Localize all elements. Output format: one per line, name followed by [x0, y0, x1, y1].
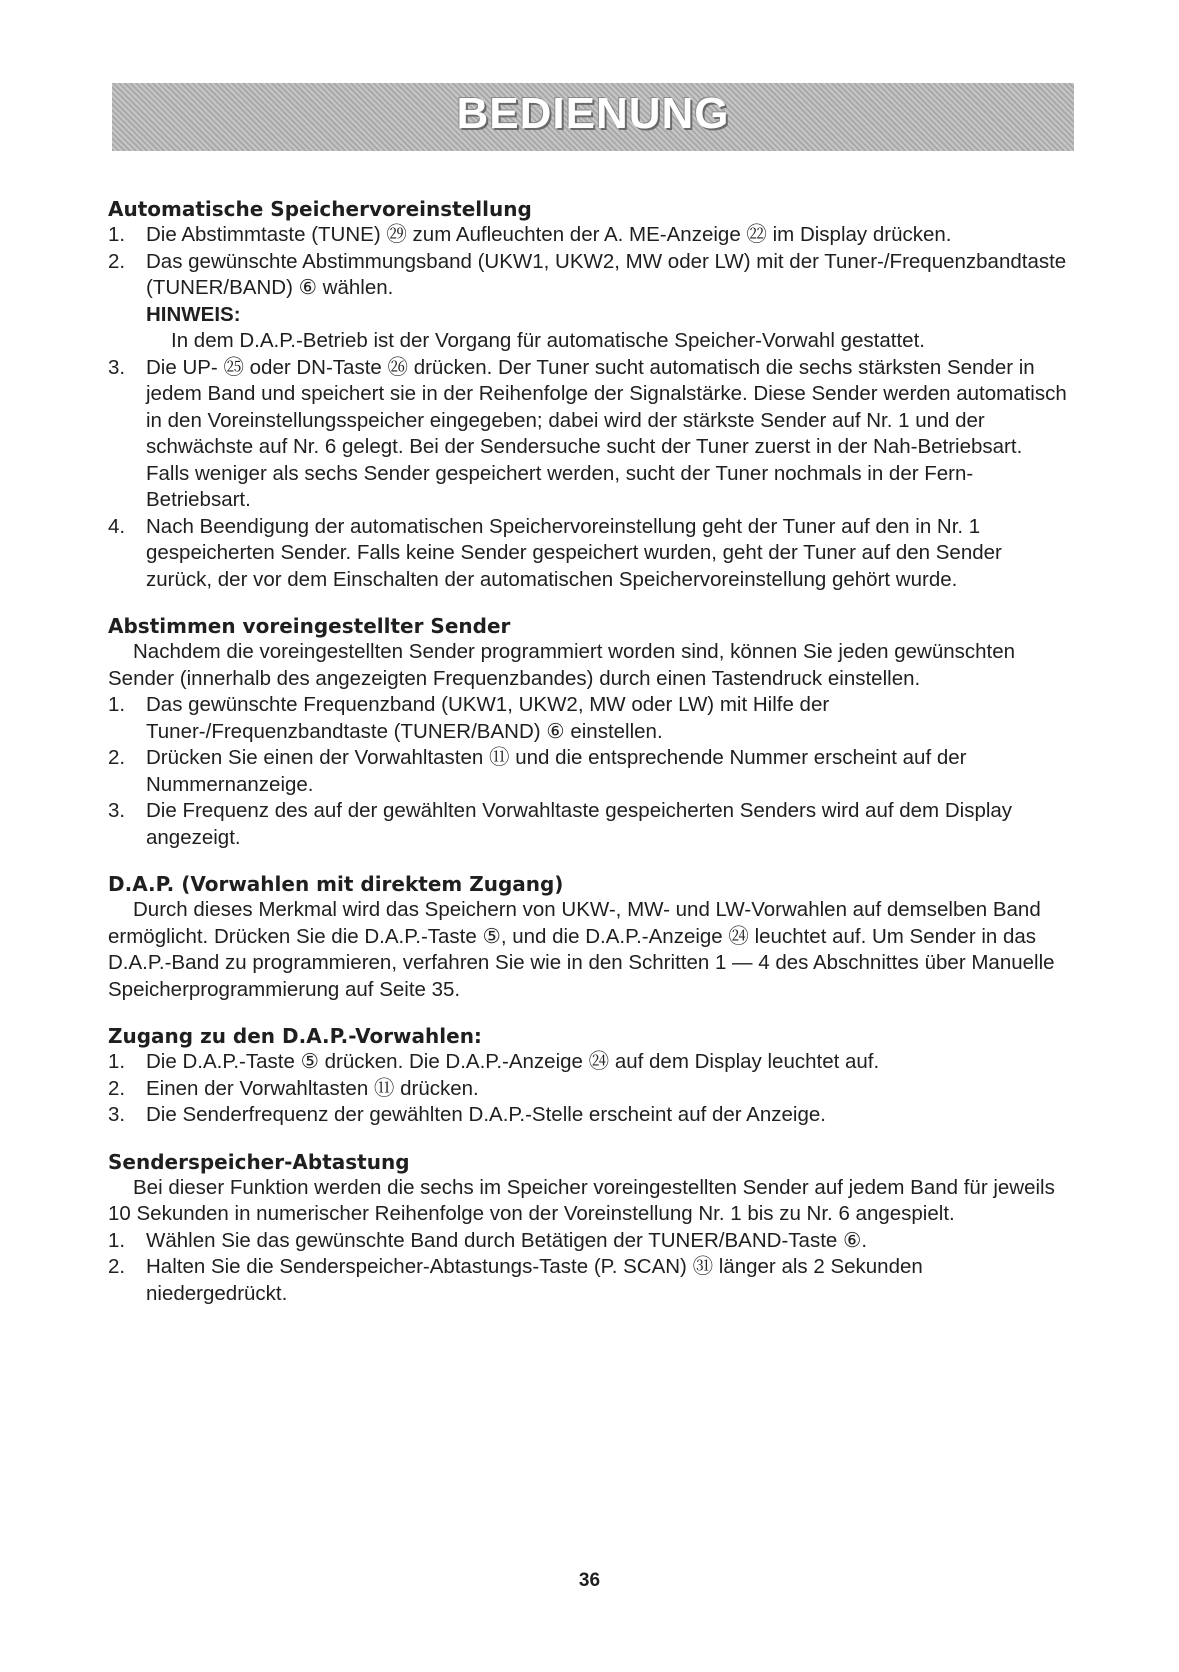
list-item — [108, 1076, 1068, 1103]
section-heading: Automatische Speichervoreinstellung — [108, 197, 532, 221]
section-dap — [108, 871, 1068, 1003]
list-item — [108, 798, 1068, 851]
item-text: Die Senderfrequenz der gewählten D.A.P.-Stelle erscheint auf der Anzeige. — [146, 1103, 826, 1126]
item-body — [146, 249, 1068, 355]
item-text: Das gewünschte Abstimmungsband (UKW1, UKW2, MW oder LW) mit der Tuner-/Frequenzbandtaste (TUNER/BAND) ⑥ wählen. — [146, 249, 1067, 299]
list-item — [108, 1049, 1068, 1076]
list-item — [108, 514, 1068, 594]
list-item — [108, 249, 1068, 355]
page-number: 36 — [578, 1570, 601, 1591]
section-heading: Zugang zu den D.A.P.-Vorwahlen: — [108, 1024, 482, 1048]
item-text: Einen der Vorwahltasten ⑪ drücken. — [146, 1076, 479, 1100]
list-item — [108, 745, 1068, 798]
item-text: Die UP- ㉕ oder DN-Taste ㉖ drücken. Der Tuner sucht automatisch die sechs stärksten Sender in jedem Band und speichert sie in der Reihenfolge der Signalstärke. Diese Sender werden automatisch in den Voreinstellungsspeicher eingegeben; dabei wird der stärkste Sender auf Nr. 1 und der schwächste auf Nr. 6 gelegt. Bei der Sendersuche sucht der Tuner zuerst in der Nah-Betriebsart. Falls weniger als sechs Sender gespeichert werden, sucht der Tuner nochmals in der Fern-Betriebsart. — [146, 355, 1067, 511]
item-number: 3. — [108, 1103, 126, 1126]
list-item — [108, 355, 1068, 514]
section-intro: Bei dieser Funktion werden die sechs im Speicher voreingestellten Sender auf jedem Band für jeweils 10 Sekunden in numerischer Reihenfolge von der Voreinstellung Nr. 1 bis zu Nr. 6 angespielt. — [108, 1175, 1055, 1225]
list-item — [108, 1254, 1068, 1307]
list-item — [108, 1102, 1068, 1129]
item-number: 4. — [108, 514, 126, 538]
list-item — [108, 1228, 1068, 1255]
item-text: Nach Beendigung der automatischen Speichervoreinstellung geht der Tuner auf den in Nr. 1 gespeicherten Sender. Falls keine Sender gespeichert wurden, geht der Tuner auf den Sender zurück, der vor dem Einschalten der automatischen Speichervoreinstellung gehört wurde. — [146, 514, 1002, 591]
section-automatic-preset — [108, 196, 1068, 593]
item-text: Das gewünschte Frequenzband (UKW1, UKW2, MW oder LW) mit Hilfe der Tuner-/Frequenzbandtaste (TUNER/BAND) ⑥ einstellen. — [146, 693, 830, 743]
section-intro: Nachdem die voreingestellten Sender programmiert worden sind, können Sie jeden gewünschten Sender (innerhalb des angezeigten Frequenzbandes) durch einen Tastendruck einstellen. — [108, 640, 1016, 690]
section-heading: Abstimmen voreingestellter Sender — [108, 614, 511, 638]
page-title: BEDIENUNG — [456, 89, 730, 138]
item-number: 3. — [108, 799, 126, 822]
list-item — [108, 222, 1068, 249]
title-banner — [112, 83, 1074, 151]
item-number: 1. — [108, 1050, 126, 1073]
item-text: Drücken Sie einen der Vorwahltasten ⑪ und die entsprechende Nummer erscheint auf der Nummernanzeige. — [146, 746, 967, 796]
item-number: 1. — [108, 1228, 126, 1252]
section-preset-scan — [108, 1149, 1068, 1308]
item-text: Halten Sie die Senderspeicher-Abtastungs-Taste (P. SCAN) ㉛ länger als 2 Sekunden niedergedrückt. — [146, 1255, 923, 1305]
section-dap-access — [108, 1023, 1068, 1129]
section-heading: D.A.P. (Vorwahlen mit direktem Zugang) — [108, 872, 564, 896]
item-number: 1. — [108, 693, 126, 716]
item-number: 1. — [108, 223, 126, 246]
section-preset-tuning — [108, 613, 1068, 851]
item-text: Die D.A.P.-Taste ⑤ drücken. Die D.A.P.-Anzeige ㉔ auf dem Display leuchtet auf. — [146, 1050, 880, 1073]
item-number: 2. — [108, 249, 126, 273]
item-number: 2. — [108, 1076, 126, 1100]
item-number: 2. — [108, 746, 126, 769]
page-content — [108, 196, 1068, 1327]
item-text: Die Abstimmtaste (TUNE) ㉙ zum Aufleuchten der A. ME-Anzeige ㉒ im Display drücken. — [146, 223, 952, 246]
item-text: Wählen Sie das gewünschte Band durch Betätigen der TUNER/BAND-Taste ⑥. — [146, 1228, 868, 1252]
note-text: In dem D.A.P.-Betrieb ist der Vorgang für automatische Speicher-Vorwahl gestattet. — [171, 329, 925, 352]
item-number: 2. — [108, 1255, 126, 1278]
item-number: 3. — [108, 355, 126, 379]
section-heading: Senderspeicher-Abtastung — [108, 1149, 410, 1174]
item-text: Die Frequenz des auf der gewählten Vorwahltaste gespeicherten Senders wird auf dem Display angezeigt. — [146, 799, 1013, 849]
list-item — [108, 692, 1068, 745]
section-intro: Durch dieses Merkmal wird das Speichern von UKW-, MW- und LW-Vorwahlen auf demselben Band ermöglicht. Drücken Sie die D.A.P.-Taste ⑤, und die D.A.P.-Anzeige ㉔ leuchtet auf. Um Sender in das D.A.P.-Band zu programmieren, verfahren Sie wie in den Schritten 1 — 4 des Abschnittes über Manuelle Speicherprogrammierung auf Seite 35. — [108, 898, 1055, 1001]
note-heading: HINWEIS: — [146, 302, 241, 326]
